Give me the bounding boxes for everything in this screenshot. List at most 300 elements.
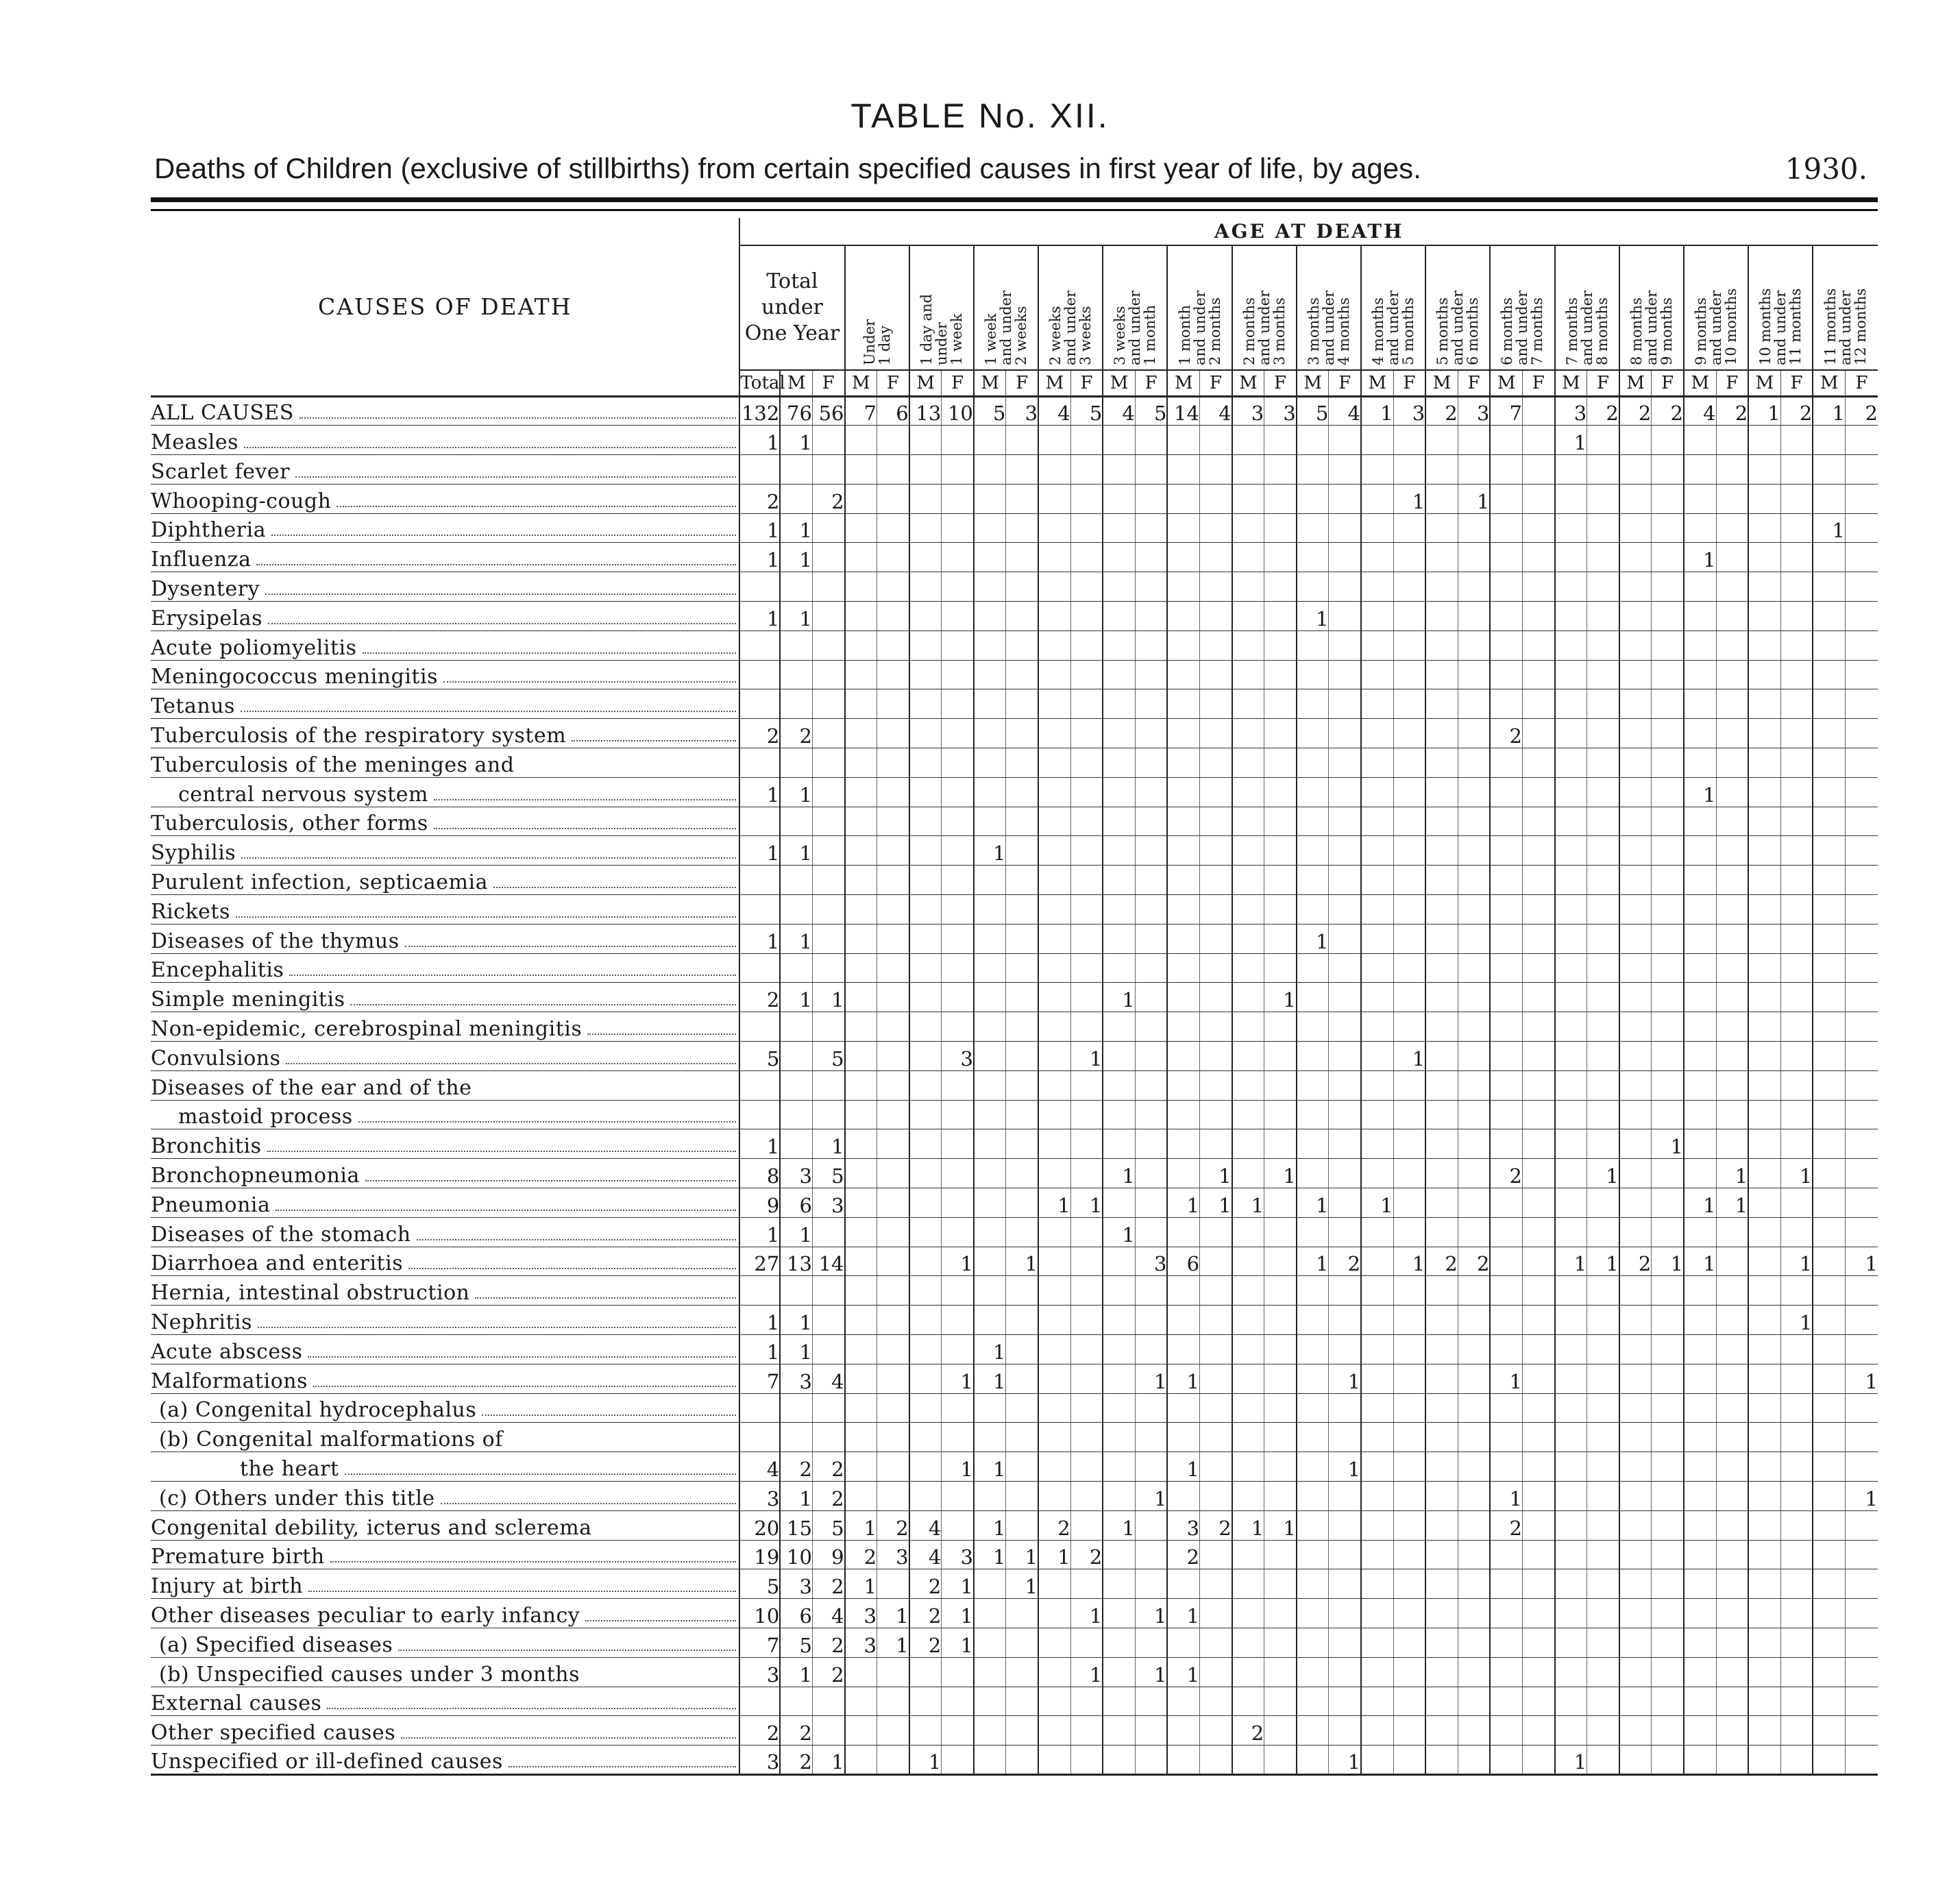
age-female-cell [942, 1159, 974, 1188]
age-male-cell [1555, 543, 1587, 572]
age-female-cell [1329, 455, 1361, 485]
age-female-cell [1135, 1217, 1167, 1247]
age-female-cell [1264, 455, 1297, 485]
age-male-cell [1167, 484, 1199, 513]
age-female-cell [1780, 455, 1813, 485]
age-female-cell [877, 455, 909, 485]
age-male-cell [1813, 1012, 1845, 1042]
age-female-cell [1652, 1364, 1684, 1393]
age-male-cell [1232, 1657, 1264, 1687]
age-male-cell: 1 [845, 1569, 877, 1599]
age-male-cell [1619, 953, 1652, 983]
age-male-cell [1619, 426, 1652, 455]
age-male-cell [845, 924, 877, 953]
age-female-cell [1070, 1746, 1103, 1775]
age-female-cell [1522, 396, 1554, 426]
age-female-cell: 3 [942, 1540, 974, 1569]
age-male-cell [1555, 924, 1587, 953]
age-male-cell [1232, 1276, 1264, 1306]
age-female-cell [1587, 630, 1619, 660]
age-female-cell [1264, 924, 1297, 953]
age-female-cell [1587, 953, 1619, 983]
age-male-cell [1813, 1276, 1845, 1306]
age-female-cell [1393, 513, 1425, 543]
age-male-cell [1748, 866, 1780, 895]
male-total-cell: 2 [780, 1716, 812, 1746]
cause-label: (b) Unspecified causes under 3 months [159, 1663, 585, 1687]
male-column-label: M [1103, 370, 1135, 396]
age-female-cell [1006, 1628, 1038, 1657]
age-male-cell [909, 777, 942, 807]
age-male-cell [1103, 484, 1135, 513]
age-male-cell [1167, 1423, 1199, 1452]
age-group-header [1167, 245, 1232, 370]
age-female-cell [1006, 1364, 1038, 1393]
age-female-cell [942, 748, 974, 778]
age-male-cell [1103, 1306, 1135, 1335]
age-male-cell [1555, 719, 1587, 748]
age-female-cell [1458, 1042, 1490, 1071]
age-female-cell [1587, 748, 1619, 778]
age-female-cell [1522, 1276, 1554, 1306]
cause-cell [151, 1247, 739, 1276]
age-male-cell [1361, 924, 1393, 953]
age-female-cell: 3 [1006, 396, 1038, 426]
age-female-cell [1652, 1628, 1684, 1657]
table-row [151, 1364, 1878, 1393]
male-total-cell: 2 [780, 1746, 812, 1775]
age-male-cell [1490, 513, 1522, 543]
age-female-cell [1264, 1335, 1297, 1364]
age-male-cell [1555, 1657, 1587, 1687]
age-male-cell [1361, 1306, 1393, 1335]
age-male-cell [1684, 895, 1716, 924]
age-female-cell [1845, 1628, 1878, 1657]
age-female-cell [1652, 1276, 1684, 1306]
table-row [151, 543, 1878, 572]
age-female-cell [1393, 1393, 1425, 1423]
age-male-cell [845, 895, 877, 924]
age-male-cell [909, 543, 942, 572]
age-male-cell [1619, 689, 1652, 719]
age-male-cell [1038, 630, 1070, 660]
age-female-cell [1070, 953, 1103, 983]
age-male-cell [1748, 1070, 1780, 1100]
cause-label: Nephritis [151, 1310, 258, 1334]
age-male-cell: 1 [1684, 1247, 1716, 1276]
age-female-cell [1070, 1423, 1103, 1452]
age-male-cell [1748, 1159, 1780, 1188]
female-total-cell [812, 1687, 844, 1716]
age-male-cell [1813, 1599, 1845, 1628]
age-female-cell [942, 1335, 974, 1364]
age-female-cell [1522, 1012, 1554, 1042]
age-female-cell [1845, 455, 1878, 485]
age-male-cell [845, 689, 877, 719]
age-male-cell: 1 [1038, 1540, 1070, 1569]
age-male-cell [1813, 924, 1845, 953]
age-female-cell [1522, 543, 1554, 572]
age-female-cell [1329, 1687, 1361, 1716]
age-male-cell [1361, 543, 1393, 572]
age-male-cell: 1 [1684, 1188, 1716, 1218]
age-female-cell [1070, 807, 1103, 836]
age-male-cell [1167, 1335, 1199, 1364]
age-male-cell: 4 [909, 1540, 942, 1569]
age-female-cell [1716, 426, 1748, 455]
cause-cell [151, 455, 739, 485]
age-female-cell [1200, 1452, 1232, 1482]
age-female-cell [877, 895, 909, 924]
age-group-header [1555, 245, 1619, 370]
age-male-cell [1748, 660, 1780, 689]
age-male-cell [1555, 1217, 1587, 1247]
age-male-cell [1490, 1012, 1522, 1042]
age-male-cell [974, 1599, 1006, 1628]
age-male-cell: 1 [1038, 1188, 1070, 1218]
age-male-cell [974, 1687, 1006, 1716]
table-row [151, 719, 1878, 748]
age-female-cell [1329, 426, 1361, 455]
age-male-cell: 2 [1425, 1247, 1458, 1276]
age-female-cell [1006, 1217, 1038, 1247]
age-female-cell [1458, 543, 1490, 572]
age-female-cell [1845, 572, 1878, 602]
age-male-cell [1361, 513, 1393, 543]
age-male-cell [1361, 1159, 1393, 1188]
age-female-cell [1200, 807, 1232, 836]
age-female-cell [1458, 1657, 1490, 1687]
age-male-cell [1555, 689, 1587, 719]
age-male-cell [845, 748, 877, 778]
female-column-label: F [1070, 370, 1103, 396]
age-female-cell [1329, 1129, 1361, 1159]
age-male-cell [1684, 1335, 1716, 1364]
age-male-cell [845, 1042, 877, 1071]
age-female-cell [1652, 1569, 1684, 1599]
age-male-cell: 2 [1619, 396, 1652, 426]
female-total-cell [812, 924, 844, 953]
age-female-cell [942, 1276, 974, 1306]
age-female-cell [1522, 836, 1554, 866]
age-male-cell [845, 1452, 877, 1482]
age-female-cell [1587, 1510, 1619, 1540]
age-male-cell [1813, 602, 1845, 631]
age-female-cell [1329, 719, 1361, 748]
age-female-cell [1135, 1687, 1167, 1716]
age-female-cell [1135, 1100, 1167, 1129]
age-male-cell [1297, 660, 1329, 689]
age-group-label: 1 month and under 2 months [1176, 290, 1223, 365]
age-female-cell [1200, 660, 1232, 689]
age-female-cell [1587, 1452, 1619, 1482]
age-male-cell [1232, 1569, 1264, 1599]
age-male-cell [845, 1687, 877, 1716]
cause-cell [151, 866, 739, 895]
age-female-cell [1264, 1393, 1297, 1423]
age-female-cell [1458, 1100, 1490, 1129]
age-male-cell [1619, 543, 1652, 572]
age-female-cell [1458, 1423, 1490, 1452]
age-female-cell [942, 895, 974, 924]
age-female-cell [1458, 924, 1490, 953]
cause-label: central nervous system [178, 783, 434, 807]
age-female-cell [1006, 748, 1038, 778]
age-female-cell [1393, 1070, 1425, 1100]
age-female-cell [1458, 953, 1490, 983]
age-male-cell [1748, 1012, 1780, 1042]
age-male-cell [1167, 866, 1199, 895]
age-male-cell [1297, 1452, 1329, 1482]
age-male-cell: 2 [1490, 1159, 1522, 1188]
age-female-cell [1587, 1687, 1619, 1716]
leader-dots [295, 476, 737, 478]
female-total-cell [812, 660, 844, 689]
age-female-cell [1716, 719, 1748, 748]
age-male-cell [1103, 689, 1135, 719]
age-female-cell [1006, 455, 1038, 485]
age-female-cell [1845, 1217, 1878, 1247]
age-male-cell [974, 748, 1006, 778]
age-female-cell [1716, 1306, 1748, 1335]
age-female-cell [1587, 1628, 1619, 1657]
age-female-cell [1329, 924, 1361, 953]
age-female-cell [1587, 777, 1619, 807]
age-female-cell [1393, 1276, 1425, 1306]
age-male-cell [1813, 866, 1845, 895]
age-female-cell [1264, 689, 1297, 719]
male-column-label: M [1490, 370, 1522, 396]
age-group-label: 2 months and under 3 months [1240, 290, 1288, 365]
cause-cell [151, 426, 739, 455]
age-female-cell [1070, 1393, 1103, 1423]
age-male-cell [1103, 1364, 1135, 1393]
cause-label: Bronchitis [151, 1134, 267, 1158]
age-male-cell [845, 1746, 877, 1775]
female-total-cell: 1 [812, 1129, 844, 1159]
age-male-cell [1684, 1217, 1716, 1247]
cause-label: Rickets [151, 900, 236, 924]
age-female-cell [1716, 1540, 1748, 1569]
total-cell: 1 [739, 513, 780, 543]
age-male-cell [1490, 572, 1522, 602]
age-female-cell [1135, 660, 1167, 689]
age-male-cell [1748, 1746, 1780, 1775]
age-male-cell [1425, 1217, 1458, 1247]
age-female-cell [1522, 660, 1554, 689]
age-male-cell [1748, 455, 1780, 485]
age-male-cell [1684, 660, 1716, 689]
age-male-cell: 2 [1619, 1247, 1652, 1276]
total-cell: 1 [739, 836, 780, 866]
male-total-cell [780, 455, 812, 485]
cause-label: Meningococcus meningitis [151, 665, 443, 689]
age-female-cell: 1 [1329, 1364, 1361, 1393]
age-female-cell [1393, 1364, 1425, 1393]
age-male-cell [1490, 1100, 1522, 1129]
age-male-cell [1813, 1481, 1845, 1510]
female-total-cell [812, 1276, 844, 1306]
age-female-cell [1845, 1657, 1878, 1687]
female-column-label: F [1135, 370, 1167, 396]
age-female-cell [1200, 572, 1232, 602]
age-female-cell [1006, 1042, 1038, 1071]
cause-cell [151, 895, 739, 924]
male-total-cell: 1 [780, 777, 812, 807]
age-male-cell [1103, 1070, 1135, 1100]
age-male-cell [1167, 513, 1199, 543]
age-female-cell [877, 866, 909, 895]
cause-label: Diphtheria [151, 518, 271, 542]
age-male-cell [1103, 1042, 1135, 1071]
age-female-cell [1006, 630, 1038, 660]
age-male-cell [974, 1423, 1006, 1452]
age-male-cell [1038, 1599, 1070, 1628]
age-female-cell [1780, 719, 1813, 748]
age-female-cell [1716, 630, 1748, 660]
age-female-cell [1135, 924, 1167, 953]
age-male-cell [1232, 807, 1264, 836]
age-female-cell [942, 572, 974, 602]
age-male-cell [1232, 572, 1264, 602]
age-female-cell [1522, 1628, 1554, 1657]
leader-dots [313, 1386, 737, 1387]
age-male-cell [1555, 1423, 1587, 1452]
age-male-cell [909, 1687, 942, 1716]
age-female-cell [877, 1070, 909, 1100]
age-female-cell [1716, 1423, 1748, 1452]
age-male-cell [1361, 1569, 1393, 1599]
age-female-cell [1780, 1657, 1813, 1687]
age-female-cell [1200, 748, 1232, 778]
age-female-cell [1522, 777, 1554, 807]
age-male-cell [1490, 895, 1522, 924]
age-female-cell [1264, 602, 1297, 631]
male-total-cell: 3 [780, 1364, 812, 1393]
female-total-cell: 4 [812, 1364, 844, 1393]
age-male-cell [1684, 426, 1716, 455]
age-male-cell [845, 1276, 877, 1306]
age-female-cell [1780, 1364, 1813, 1393]
age-male-cell [1619, 1628, 1652, 1657]
age-male-cell [1103, 748, 1135, 778]
age-female-cell [1587, 1599, 1619, 1628]
age-male-cell [1619, 1129, 1652, 1159]
age-male-cell [974, 1159, 1006, 1188]
male-total-cell [780, 572, 812, 602]
age-female-cell [1716, 836, 1748, 866]
female-total-cell: 3 [812, 1188, 844, 1218]
male-total-cell: 1 [780, 543, 812, 572]
age-male-cell [1425, 777, 1458, 807]
age-male-cell [1167, 953, 1199, 983]
male-column-label: M [1038, 370, 1070, 396]
age-male-cell [1167, 630, 1199, 660]
age-male-cell: 2 [1490, 719, 1522, 748]
age-male-cell [845, 602, 877, 631]
age-female-cell [1135, 1306, 1167, 1335]
age-female-cell [1135, 1335, 1167, 1364]
age-male-cell [845, 660, 877, 689]
age-male-cell [1103, 1247, 1135, 1276]
age-male-cell [1684, 1687, 1716, 1716]
leader-dots [475, 1297, 736, 1299]
age-male-cell [1748, 1569, 1780, 1599]
age-female-cell [1393, 1423, 1425, 1452]
age-male-cell [1361, 1452, 1393, 1482]
age-male-cell [1361, 630, 1393, 660]
age-female-cell [1329, 513, 1361, 543]
age-male-cell [1555, 866, 1587, 895]
age-female-cell [1264, 1012, 1297, 1042]
age-male-cell [1361, 836, 1393, 866]
age-male-cell [1361, 1070, 1393, 1100]
age-female-cell [1329, 1276, 1361, 1306]
age-male-cell [1748, 1129, 1780, 1159]
age-female-cell [1264, 1042, 1297, 1071]
age-female-cell: 1 [1716, 1188, 1748, 1218]
age-male-cell [974, 895, 1006, 924]
female-column-label: F [1264, 370, 1297, 396]
age-male-cell [1167, 895, 1199, 924]
age-female-cell [1070, 836, 1103, 866]
age-male-cell [1684, 484, 1716, 513]
age-female-cell [877, 1306, 909, 1335]
age-male-cell [1297, 1070, 1329, 1100]
age-female-cell [1845, 660, 1878, 689]
age-male-cell [1361, 455, 1393, 485]
female-total-cell: 5 [812, 1042, 844, 1071]
age-male-cell: 1 [974, 836, 1006, 866]
age-male-cell [1748, 1599, 1780, 1628]
age-male-cell [1361, 602, 1393, 631]
age-male-cell [1232, 426, 1264, 455]
cause-cell [151, 1159, 739, 1188]
age-male-cell [1813, 572, 1845, 602]
cause-label: Syphilis [151, 841, 241, 865]
table-row [151, 1716, 1878, 1746]
age-male-cell: 5 [1297, 396, 1329, 426]
total-cell: 20 [739, 1510, 780, 1540]
cause-cell [151, 1599, 739, 1628]
age-male-cell: 1 [1167, 1599, 1199, 1628]
age-female-cell [1135, 719, 1167, 748]
female-total-cell: 2 [812, 1569, 844, 1599]
age-male-cell [1103, 1628, 1135, 1657]
age-female-cell [1458, 1599, 1490, 1628]
age-male-cell [1813, 1247, 1845, 1276]
cause-cell [151, 1452, 739, 1482]
age-female-cell [1135, 1746, 1167, 1775]
total-cell: 1 [739, 426, 780, 455]
cause-label: Measles [151, 430, 244, 454]
age-male-cell [1490, 1540, 1522, 1569]
male-column-label: M [1361, 370, 1393, 396]
age-female-cell [1200, 866, 1232, 895]
age-male-cell [974, 660, 1006, 689]
age-male-cell [1103, 1012, 1135, 1042]
age-female-cell [1329, 1070, 1361, 1100]
age-female-cell: 1 [942, 1452, 974, 1482]
age-male-cell [909, 1247, 942, 1276]
age-at-death-header: AGE AT DEATH [739, 218, 1878, 245]
age-female-cell [1006, 1452, 1038, 1482]
male-total-cell: 6 [780, 1599, 812, 1628]
age-female-cell [1587, 1540, 1619, 1569]
age-male-cell [1490, 1276, 1522, 1306]
cause-cell [151, 1716, 739, 1746]
age-female-cell: 1 [877, 1599, 909, 1628]
